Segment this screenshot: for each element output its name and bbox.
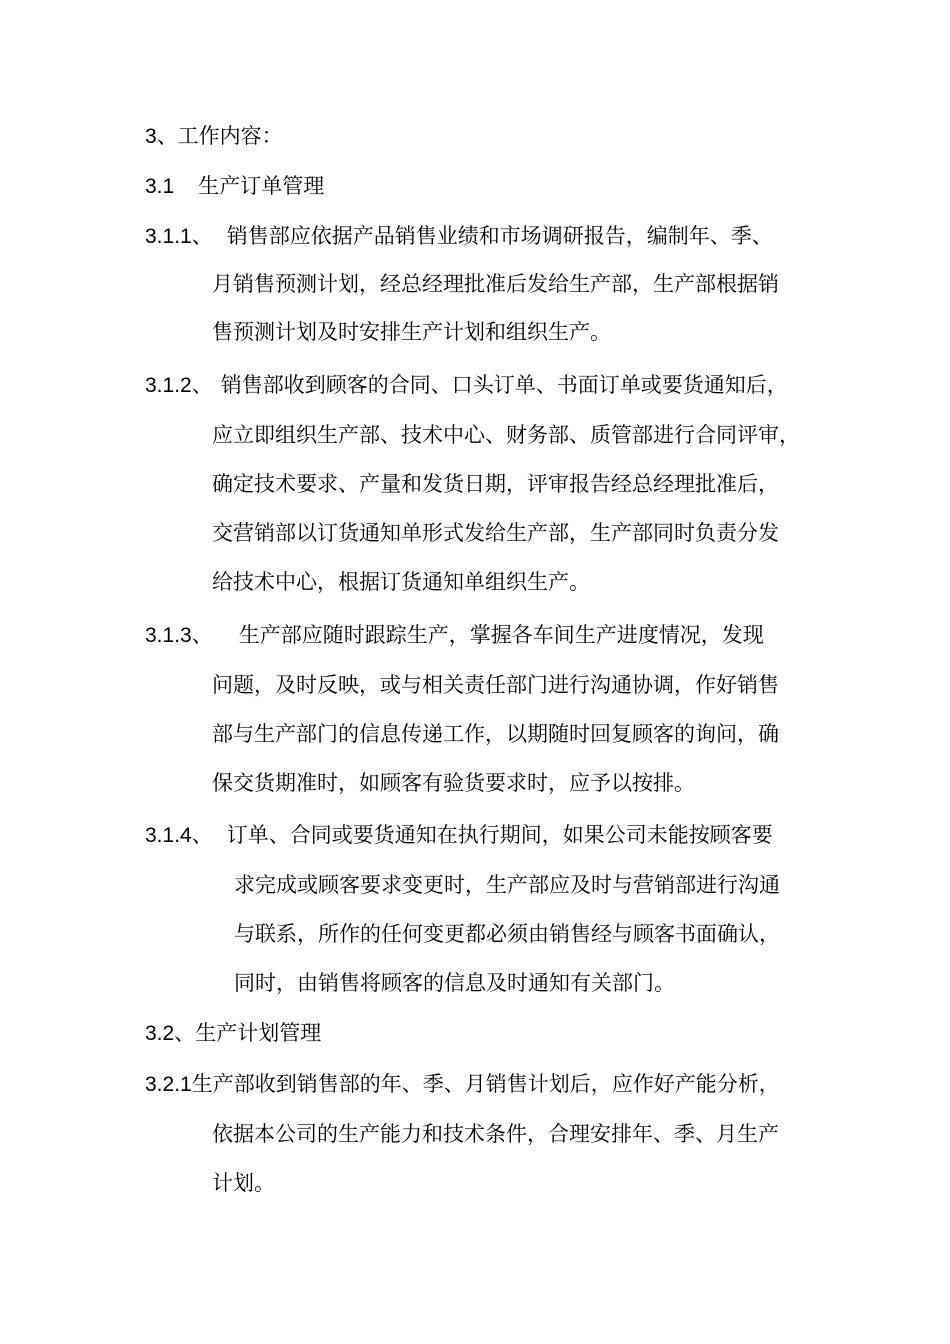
item-3-1-3-line-1: 3.1.3、 生产部应随时跟踪生产，掌握各车间生产进度情况，发现 — [145, 623, 764, 647]
item-3-2-1-line-3: 计划。 — [212, 1171, 275, 1195]
item-3-1-2-line-3: 确定技术要求、产量和发货日期，评审报告经总经理批准后， — [212, 472, 779, 496]
section-heading-3-2: 3.2、生产计划管理 — [145, 1021, 322, 1045]
item-3-1-1-line-3: 售预测计划及时安排生产计划和组织生产。 — [212, 320, 611, 344]
item-3-1-3-line-3: 部与生产部门的信息传递工作，以期随时回复顾客的询问，确 — [212, 722, 779, 746]
item-3-1-2-line-4: 交营销部以订货通知单形式发给生产部，生产部同时负责分发 — [212, 521, 779, 545]
item-3-1-3-line-2: 问题，及时反映，或与相关责任部门进行沟通协调，作好销售 — [212, 673, 779, 697]
item-3-1-1-line-1: 3.1.1、 销售部应依据产品销售业绩和市场调研报告，编制年、季、 — [145, 224, 773, 248]
item-3-1-4-line-2: 求完成或顾客要求变更时，生产部应及时与营销部进行沟通 — [234, 873, 780, 897]
item-3-1-2-line-5: 给技术中心，根据订货通知单组织生产。 — [212, 570, 590, 594]
item-3-2-1-line-1: 3.2.1生产部收到销售部的年、季、月销售计划后，应作好产能分析， — [145, 1072, 780, 1096]
item-3-1-4-line-1: 3.1.4、 订单、合同或要货通知在执行期间，如果公司未能按顾客要 — [145, 823, 773, 847]
item-3-1-4-line-3: 与联系，所作的任何变更都必须由销售经与顾客书面确认， — [234, 922, 780, 946]
item-3-1-2-line-1: 3.1.2、 销售部收到顾客的合同、口头订单、书面订单或要货通知后， — [145, 373, 788, 397]
section-heading-3: 3、工作内容： — [145, 124, 283, 148]
item-3-1-4-line-4: 同时，由销售将顾客的信息及时通知有关部门。 — [234, 971, 675, 995]
item-3-1-3-line-4: 保交货期准时，如顾客有验货要求时，应予以按排。 — [212, 771, 695, 795]
section-heading-3-1: 3.1 生产订单管理 — [145, 174, 325, 198]
item-3-2-1-line-2: 依据本公司的生产能力和技术条件，合理安排年、季、月生产 — [212, 1122, 779, 1146]
item-3-1-1-line-2: 月销售预测计划，经总经理批准后发给生产部，生产部根据销 — [212, 272, 779, 296]
item-3-1-2-line-2: 应立即组织生产部、技术中心、财务部、质管部进行合同评审， — [212, 423, 800, 447]
